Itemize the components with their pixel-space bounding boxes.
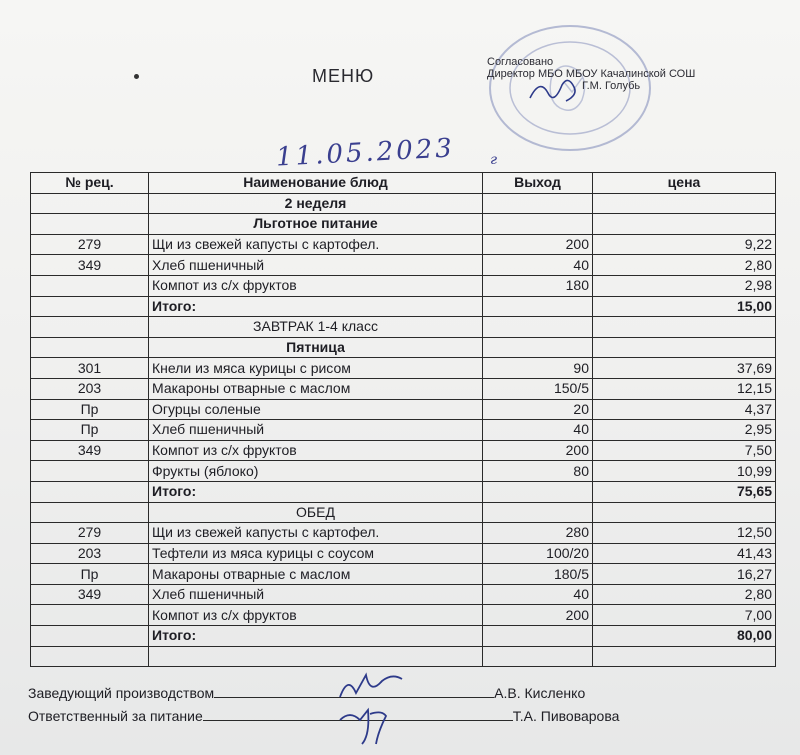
recipe-number-cell xyxy=(31,193,149,214)
recipe-number-cell xyxy=(31,337,149,358)
portion-cell xyxy=(483,626,593,647)
table-row xyxy=(31,523,776,544)
price-cell: 75,65 xyxy=(593,481,776,502)
dish-name-cell: Щи из свежей капусты с картофел. xyxy=(149,523,483,544)
price-cell: 4,37 xyxy=(593,399,776,420)
recipe-number-cell: 349 xyxy=(31,584,149,605)
table-row xyxy=(31,399,776,420)
approval-line-3: Г.М. Голубь xyxy=(582,80,641,92)
recipe-number-cell: 349 xyxy=(31,440,149,461)
manager-label: Заведующий производством xyxy=(28,685,215,701)
recipe-number-cell: Пр xyxy=(31,564,149,585)
dish-name-cell xyxy=(149,646,483,667)
recipe-number-cell xyxy=(31,317,149,338)
price-cell xyxy=(593,214,776,235)
recipe-number-cell: Пр xyxy=(31,399,149,420)
price-cell xyxy=(593,317,776,338)
recipe-number-cell xyxy=(31,214,149,235)
price-cell: 7,00 xyxy=(593,605,776,626)
recipe-number-cell: 349 xyxy=(31,255,149,276)
price-cell: 15,00 xyxy=(593,296,776,317)
portion-cell xyxy=(483,646,593,667)
recipe-number-cell xyxy=(31,461,149,482)
table-row xyxy=(31,296,776,317)
price-cell: 10,99 xyxy=(593,461,776,482)
portion-cell: 80 xyxy=(483,461,593,482)
responsible-name: Т.А. Пивоварова xyxy=(512,708,620,724)
responsible-label: Ответственный за питание xyxy=(28,708,203,724)
portion-cell: 150/5 xyxy=(483,378,593,399)
portion-cell: 40 xyxy=(483,255,593,276)
dish-name-cell: Макароны отварные с маслом xyxy=(149,564,483,585)
header-price: цена xyxy=(593,173,776,194)
table-row xyxy=(31,317,776,338)
table-header-row xyxy=(31,173,776,194)
table-row xyxy=(31,481,776,502)
price-cell: 16,27 xyxy=(593,564,776,585)
price-cell: 12,15 xyxy=(593,378,776,399)
approval-line-2: Директор МБО МБОУ Качалинской СОШ xyxy=(487,68,696,80)
portion-cell: 40 xyxy=(483,420,593,441)
portion-cell: 40 xyxy=(483,584,593,605)
menu-date: 11.05.2023 xyxy=(275,133,456,173)
responsible-signature xyxy=(330,700,410,750)
manager-name: А.В. Кисленко xyxy=(494,685,586,701)
portion-cell: 200 xyxy=(483,605,593,626)
price-cell: 80,00 xyxy=(593,626,776,647)
table-row xyxy=(31,440,776,461)
table-row xyxy=(31,337,776,358)
table-row xyxy=(31,378,776,399)
recipe-number-cell: 279 xyxy=(31,234,149,255)
price-cell xyxy=(593,502,776,523)
price-cell: 37,69 xyxy=(593,358,776,379)
date-suffix: г xyxy=(490,152,498,168)
recipe-number-cell xyxy=(31,646,149,667)
table-row xyxy=(31,214,776,235)
dish-name-cell: Кнели из мяса курицы с рисом xyxy=(149,358,483,379)
table-row xyxy=(31,564,776,585)
table-row xyxy=(31,234,776,255)
price-cell: 7,50 xyxy=(593,440,776,461)
recipe-number-cell: 203 xyxy=(31,543,149,564)
ink-dot xyxy=(134,74,139,79)
dish-name-cell: Итого: xyxy=(149,481,483,502)
recipe-number-cell: Пр xyxy=(31,420,149,441)
portion-cell: 90 xyxy=(483,358,593,379)
price-cell xyxy=(593,193,776,214)
dish-name-cell: ОБЕД xyxy=(149,502,483,523)
portion-cell xyxy=(483,502,593,523)
portion-cell: 200 xyxy=(483,440,593,461)
recipe-number-cell xyxy=(31,605,149,626)
header-dish-name: Наименование блюд xyxy=(149,173,483,194)
dish-name-cell: ЗАВТРАК 1-4 класс xyxy=(149,317,483,338)
price-cell: 9,22 xyxy=(593,234,776,255)
price-cell xyxy=(593,337,776,358)
table-row xyxy=(31,420,776,441)
recipe-number-cell: 301 xyxy=(31,358,149,379)
recipe-number-cell xyxy=(31,275,149,296)
dish-name-cell: 2 неделя xyxy=(149,193,483,214)
portion-cell: 280 xyxy=(483,523,593,544)
recipe-number-cell xyxy=(31,481,149,502)
dish-name-cell: Хлеб пшеничный xyxy=(149,255,483,276)
dish-name-cell: Итого: xyxy=(149,296,483,317)
price-cell: 2,80 xyxy=(593,255,776,276)
portion-cell xyxy=(483,193,593,214)
price-cell: 41,43 xyxy=(593,543,776,564)
recipe-number-cell xyxy=(31,626,149,647)
dish-name-cell: Пятница xyxy=(149,337,483,358)
dish-name-cell: Щи из свежей капусты с картофел. xyxy=(149,234,483,255)
portion-cell xyxy=(483,296,593,317)
table-row xyxy=(31,461,776,482)
approval-line-1: Согласовано xyxy=(487,56,554,68)
portion-cell xyxy=(483,317,593,338)
dish-name-cell: Тефтели из мяса курицы с соусом xyxy=(149,543,483,564)
dish-name-cell: Огурцы соленые xyxy=(149,399,483,420)
responsible-signature-line xyxy=(28,706,619,724)
portion-cell xyxy=(483,214,593,235)
table-row xyxy=(31,543,776,564)
dish-name-cell: Макароны отварные с маслом xyxy=(149,378,483,399)
dish-name-cell: Фрукты (яблоко) xyxy=(149,461,483,482)
table-row xyxy=(31,605,776,626)
recipe-number-cell: 203 xyxy=(31,378,149,399)
price-cell: 2,95 xyxy=(593,420,776,441)
table-row xyxy=(31,646,776,667)
portion-cell: 200 xyxy=(483,234,593,255)
recipe-number-cell xyxy=(31,296,149,317)
dish-name-cell: Льготное питание xyxy=(149,214,483,235)
price-cell xyxy=(593,646,776,667)
recipe-number-cell: 279 xyxy=(31,523,149,544)
header-portion: Выход xyxy=(483,173,593,194)
page-title: МЕНЮ xyxy=(312,66,375,86)
portion-cell: 180/5 xyxy=(483,564,593,585)
table-row xyxy=(31,358,776,379)
manager-signature xyxy=(330,672,420,702)
dish-name-cell: Итого: xyxy=(149,626,483,647)
manager-signature-line xyxy=(28,683,585,701)
dish-name-cell: Хлеб пшеничный xyxy=(149,420,483,441)
dish-name-cell: Хлеб пшеничный xyxy=(149,584,483,605)
table-row xyxy=(31,193,776,214)
portion-cell: 100/20 xyxy=(483,543,593,564)
director-signature xyxy=(525,70,585,110)
dish-name-cell: Компот из с/х фруктов xyxy=(149,440,483,461)
table-row xyxy=(31,584,776,605)
table-row xyxy=(31,275,776,296)
price-cell: 2,98 xyxy=(593,275,776,296)
portion-cell xyxy=(483,481,593,502)
dish-name-cell: Компот из с/х фруктов xyxy=(149,605,483,626)
portion-cell: 180 xyxy=(483,275,593,296)
menu-table xyxy=(30,172,775,667)
portion-cell xyxy=(483,337,593,358)
price-cell: 2,80 xyxy=(593,584,776,605)
header-recipe-number: № рец. xyxy=(31,173,149,194)
dish-name-cell: Компот из с/х фруктов xyxy=(149,275,483,296)
portion-cell: 20 xyxy=(483,399,593,420)
approval-block xyxy=(487,57,695,92)
table-row xyxy=(31,502,776,523)
recipe-number-cell xyxy=(31,502,149,523)
table-row xyxy=(31,255,776,276)
table-row xyxy=(31,626,776,647)
price-cell: 12,50 xyxy=(593,523,776,544)
